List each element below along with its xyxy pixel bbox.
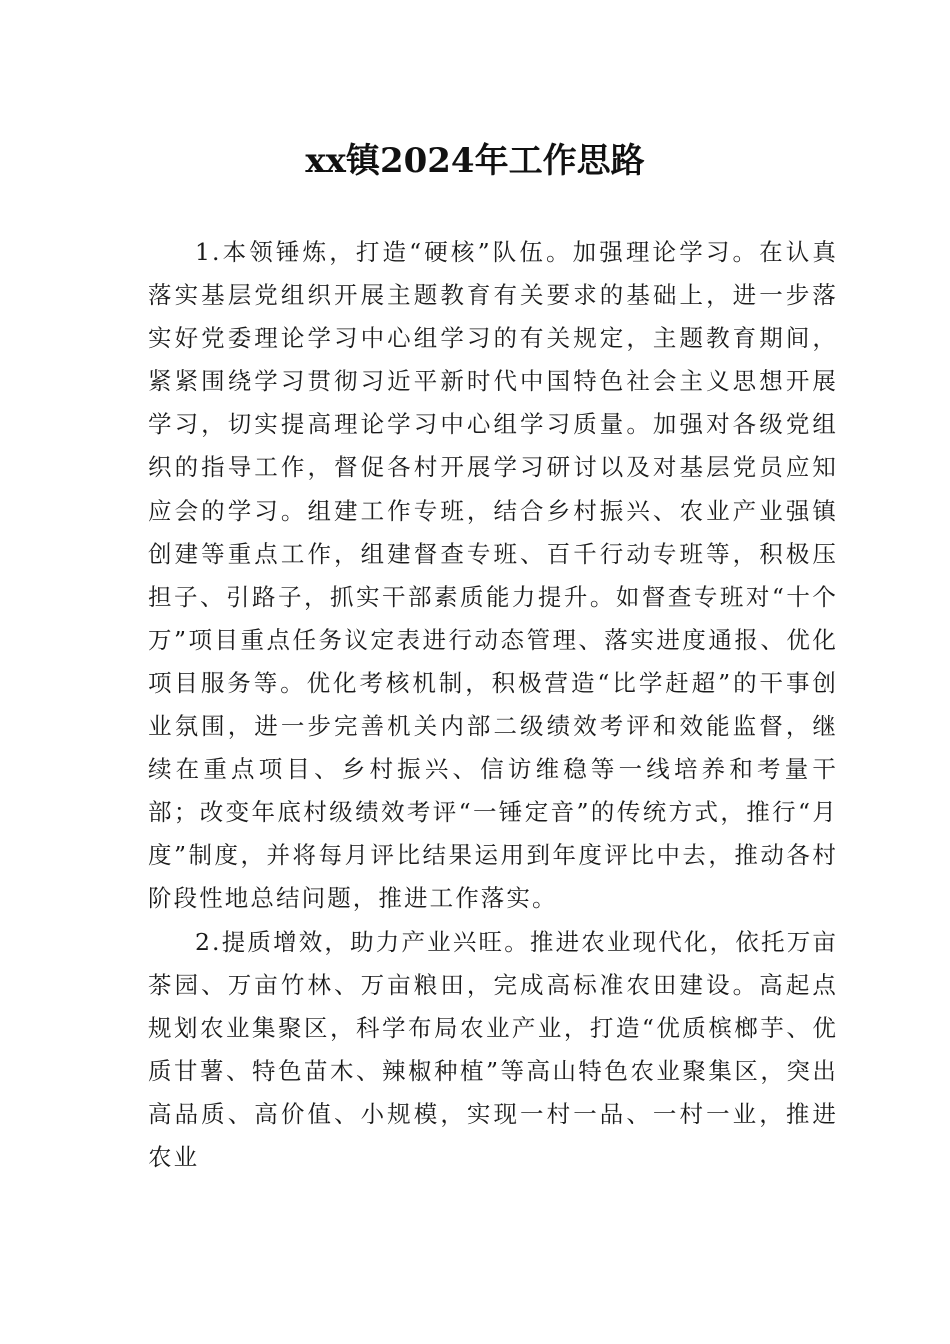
document-title: xx镇2024年工作思路 xyxy=(305,141,645,181)
document-body xyxy=(148,231,838,1179)
paragraph-1: 1.本领锤炼，打造“硬核”队伍。加强理论学习。在认真落实基层党组织开展主题教育有关要求的基础上，进一步落实好党委理论学习中心组学习的有关规定，主题教育期间，紧紧围绕学习贯彻习近平新时代中国特色社会主义思想开展学习，切实提高理论学习中心组学习质量。加强对各级党组织的指导工作，督促各村开展学习研讨以及对基层党员应知应会的学习。组建工作专班，结合乡村振兴、农业产业强镇创建等重点工作，组建督查专班、百千行动专班等，积极压担子、引路子，抓实干部素质能力提升。如督查专班对“十个万”项目重点任务议定表进行动态管理、落实进度通报、优化项目服务等。优化考核机制，积极营造“比学赶超”的干事创业氛围，进一步完善机关内部二级绩效考评和效能监督，继续在重点项目、乡村振兴、信访维稳等一线培养和考量干部；改变年底村级绩效考评“一锤定音”的传统方式，推行“月度”制度，并将每月评比结果运用到年度评比中去，推动各村阶段性地总结问题，推进工作落实。 xyxy=(148,238,838,913)
paragraph-2: 2.提质增效，助力产业兴旺。推进农业现代化，依托万亩茶园、万亩竹林、万亩粮田，完成高标准农田建设。高起点规划农业集聚区，科学布局农业产业，打造“优质槟榔芋、优质甘薯、特色苗木、辣椒种植”等高山特色农业聚集区，突出高品质、高价值、小规模，实现一村一品、一村一业，推进农业 xyxy=(148,927,838,1171)
